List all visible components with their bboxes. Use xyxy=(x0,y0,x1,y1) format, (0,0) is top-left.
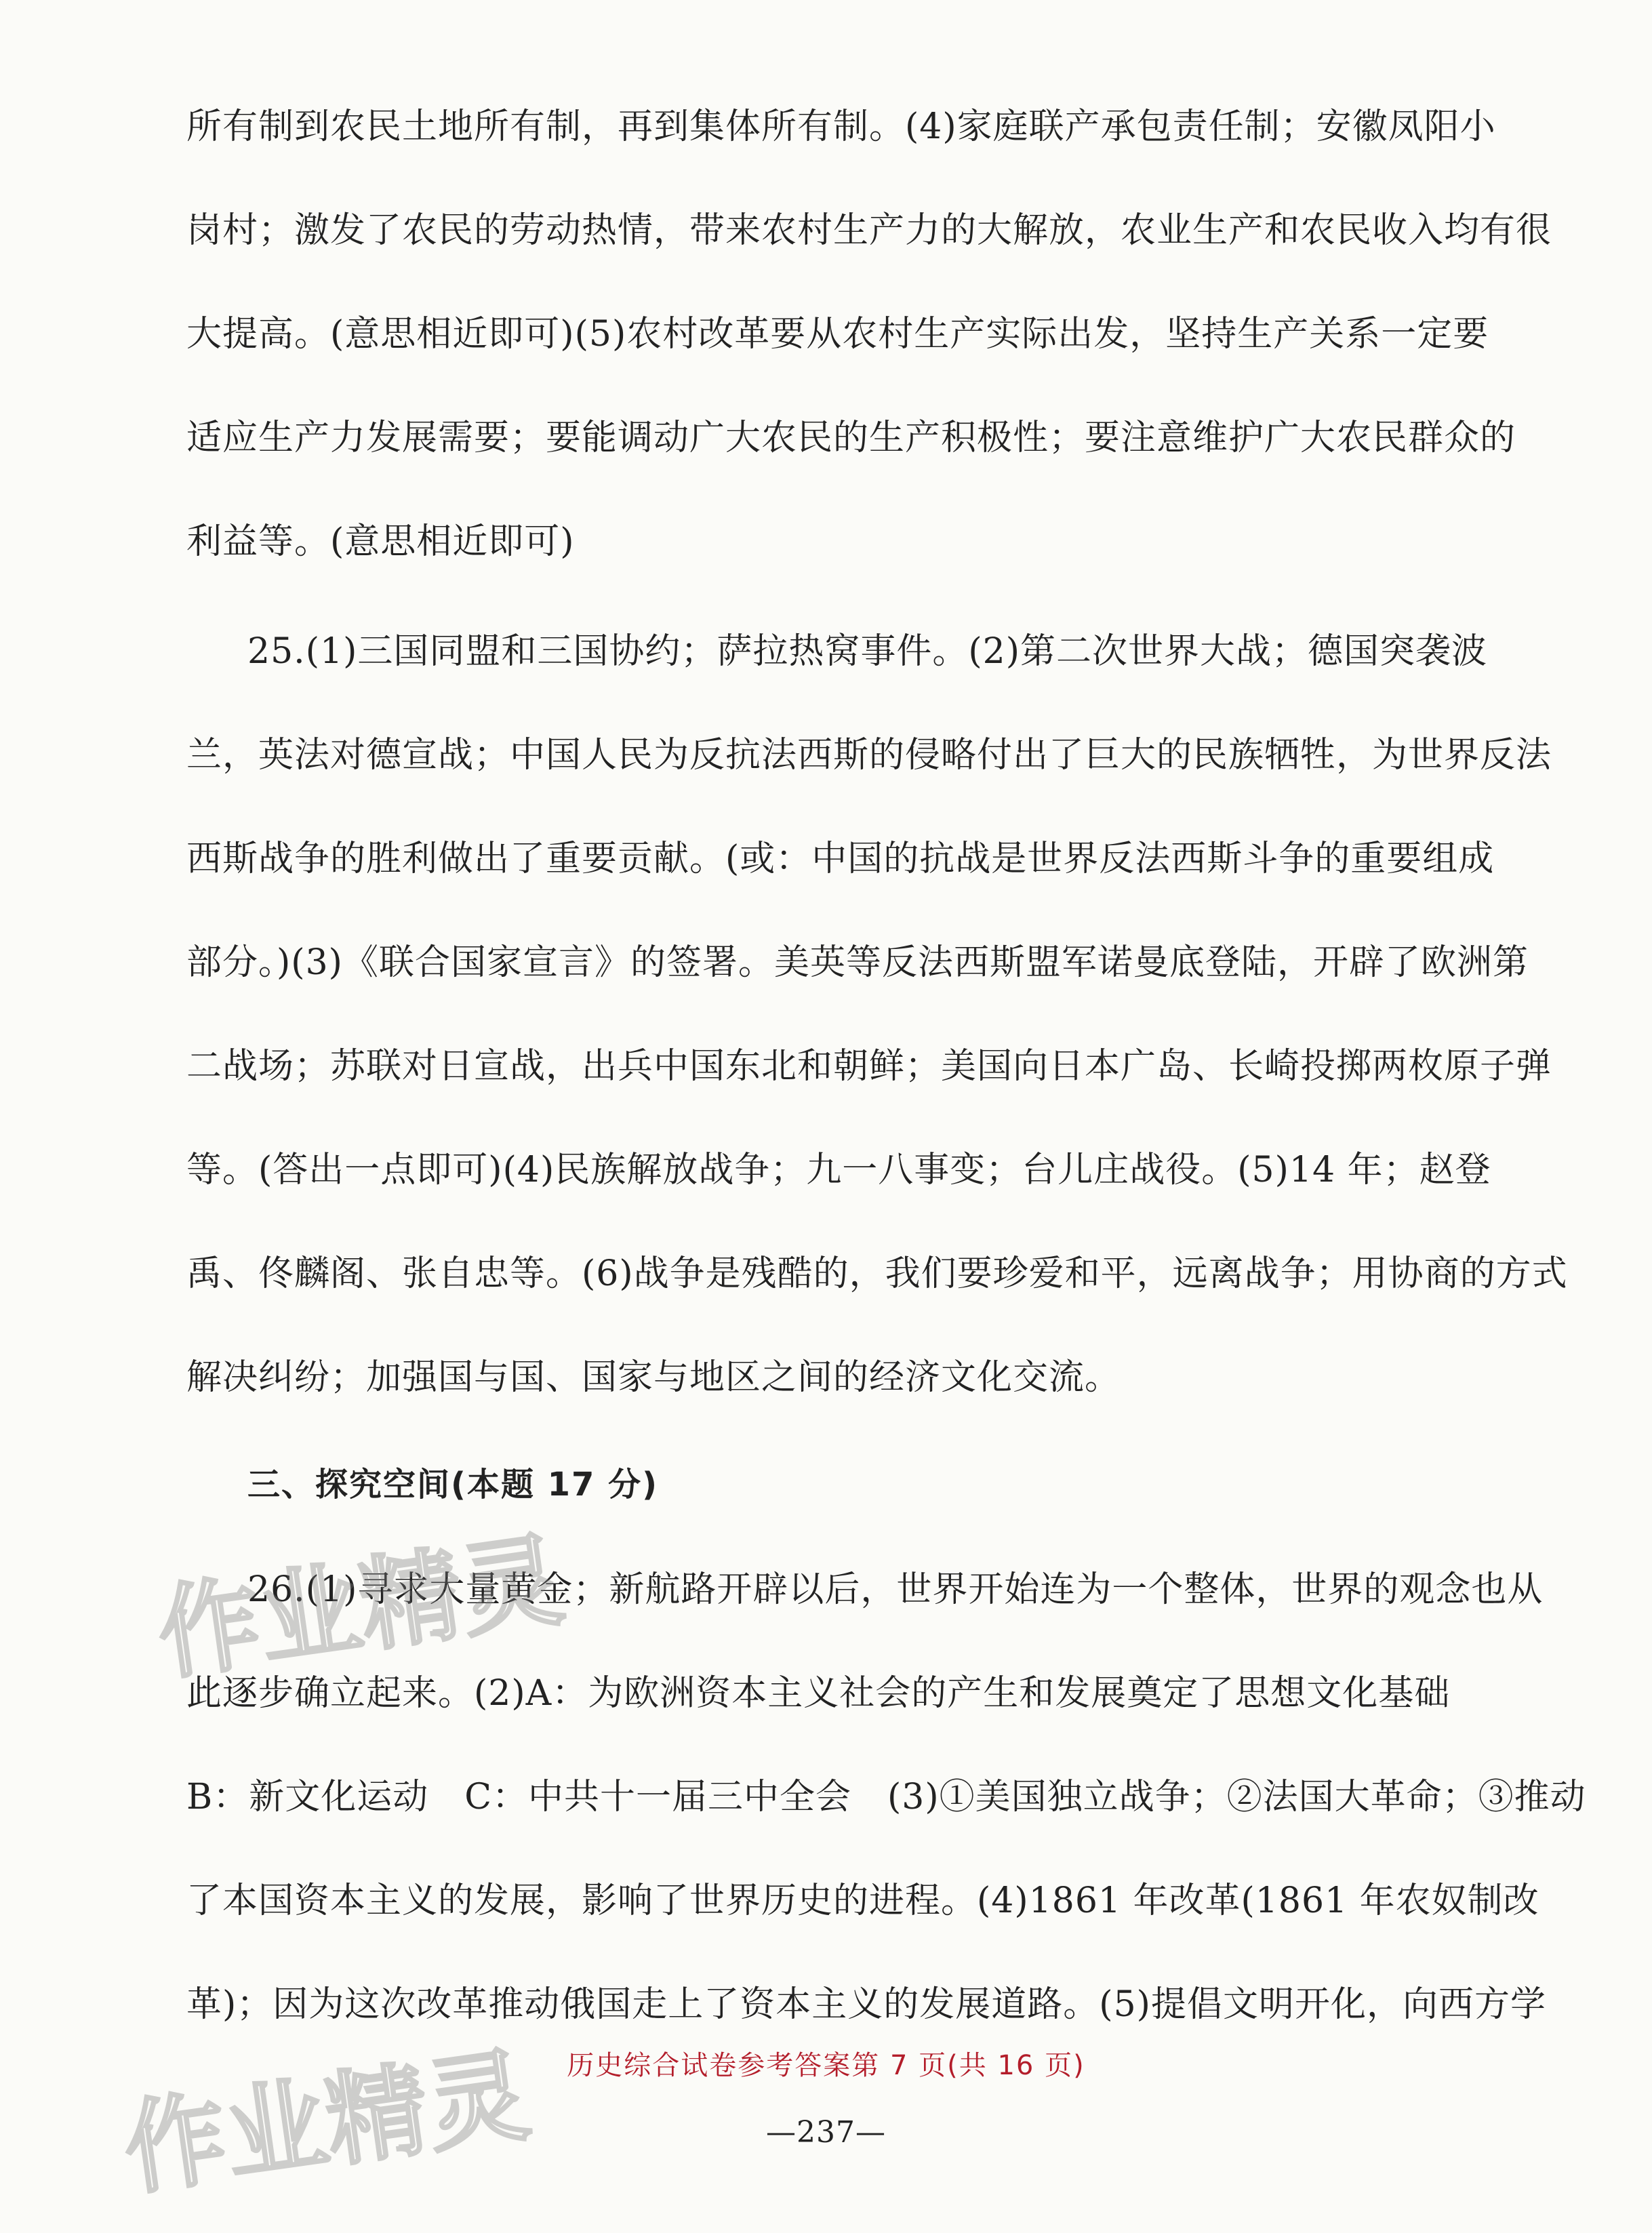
page-number: —237— xyxy=(766,2115,886,2150)
question-26-start: 26.(1)寻求大量黄金；新航路开辟以后，世界开始连为一个整体，世界的观念也从 xyxy=(247,1569,1544,1610)
watermark-logo: 作业精灵 xyxy=(117,2036,537,2210)
text-line: 禹、佟麟阁、张自忠等。(6)战争是残酷的，我们要珍爱和平，远离战争；用协商的方式 xyxy=(186,1253,1568,1294)
text-line: 岗村；激发了农民的劳动热情，带来农村生产力的大解放，农业生产和农民收入均有很 xyxy=(186,210,1552,251)
text-line: 此逐步确立起来。(2)A：为欧洲资本主义社会的产生和发展奠定了思想文化基础 xyxy=(186,1673,1451,1714)
text-line: B：新文化运动 C：中共十一届三中全会 (3)①美国独立战争；②法国大革命；③推动 xyxy=(186,1777,1586,1817)
question-25-start: 25.(1)三国同盟和三国协约；萨拉热窝事件。(2)第二次世界大战；德国突袭波 xyxy=(247,631,1488,672)
text-line: 部分。)(3)《联合国家宣言》的签署。美英等反法西斯盟军诺曼底登陆，开辟了欧洲第 xyxy=(186,942,1529,983)
text-line: 了本国资本主义的发展，影响了世界历史的进程。(4)1861 年改革(1861 年农奴制改 xyxy=(186,1880,1539,1921)
text-line: 兰，英法对德宣战；中国人民为反抗法西斯的侵略付出了巨大的民族牺牲，为世界反法 xyxy=(186,735,1552,776)
text-line: 西斯战争的胜利做出了重要贡献。(或：中国的抗战是世界反法西斯斗争的重要组成 xyxy=(186,839,1495,879)
footer-page-label: 历史综合试卷参考答案第 7 页(共 16 页) xyxy=(567,2050,1085,2081)
text-line: 二战场；苏联对日宣战，出兵中国东北和朝鲜；美国向日本广岛、长崎投掷两枚原子弹 xyxy=(186,1046,1552,1087)
text-line: 所有制到农民土地所有制，再到集体所有制。(4)家庭联产承包责任制；安徽凤阳小 xyxy=(186,106,1496,147)
text-line: 解决纠纷；加强国与国、国家与地区之间的经济文化交流。 xyxy=(186,1357,1121,1398)
text-line: 适应生产力发展需要；要能调动广大农民的生产积极性；要注意维护广大农民群众的 xyxy=(186,418,1516,458)
text-line: 利益等。(意思相近即可) xyxy=(186,521,575,562)
text-line: 等。(答出一点即可)(4)民族解放战争；九一八事变；台儿庄战役。(5)14 年；赵登 xyxy=(186,1150,1491,1190)
section-title: 三、探究空间(本题 17 分) xyxy=(247,1466,659,1504)
text-line: 革)；因为这次改革推动俄国走上了资本主义的发展道路。(5)提倡文明开化，向西方学 xyxy=(186,1984,1546,2025)
watermark-logo: 作业精灵 xyxy=(150,1521,571,1695)
text-line: 大提高。(意思相近即可)(5)农村改革要从农村生产实际出发，坚持生产关系一定要 xyxy=(186,314,1489,355)
